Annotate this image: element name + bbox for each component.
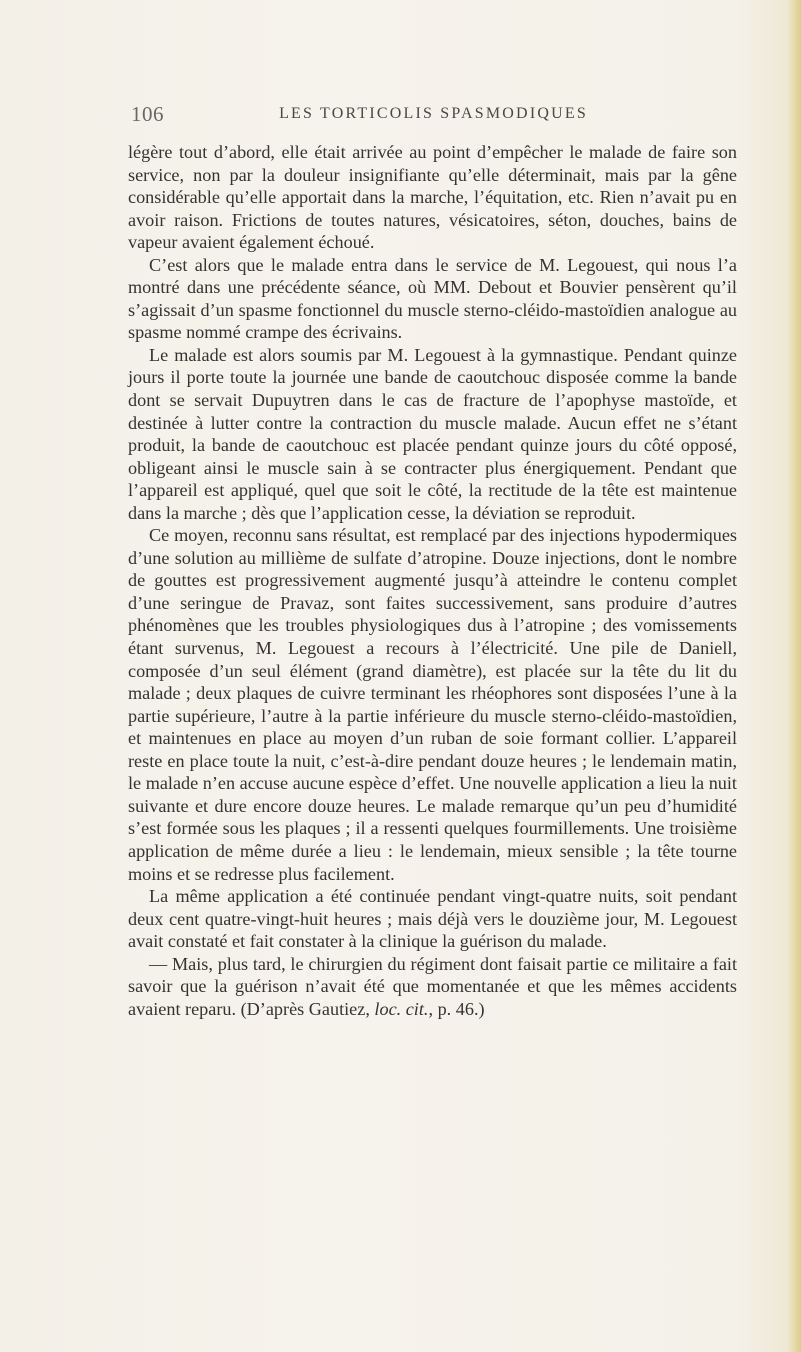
paragraph: Le malade est alors soumis par M. Legouest à la gymnastique. Pendant quinze jours il porte toute la journée une bande de caoutchouc disposée comme la bande dont se servait Dupuytren dans le cas de fracture de l’apophyse mastoïde, et destinée à lutter contre la contraction du muscle malade. Aucun effet ne s’étant produit, la bande de caoutchouc est placée pendant quinze jours du côté opposé, obligeant ainsi le muscle sain à se contracter plus énergiquement. Pendant que l’appareil est appliqué, quel que soit le côté, la rectitude de la tête est maintenue dans la marche ; dès que l’application cesse, la déviation se reproduit.	[128, 344, 737, 523]
running-title: LES TORTICOLIS SPASMODIQUES	[279, 105, 588, 122]
paragraph-final	[128, 953, 737, 1021]
page-edge-shadow	[787, 0, 801, 1352]
body-text	[128, 141, 737, 1020]
citation-italic: loc. cit.	[374, 998, 429, 1019]
paragraph-continuation: légère tout d’abord, elle était arrivée au point d’empêcher le malade de faire son service, non par la douleur insignifiante qu’elle déterminait, mais par la gêne considérable qu’elle apportait dans la marche, l’équitation, etc. Rien n’avait pu en avoir raison. Frictions de toutes natures, vésicatoires, séton, douches, bains de vapeur avaient également échoué.	[128, 142, 737, 253]
final-text: — Mais, plus tard, le chirurgien du régiment dont faisait partie ce militaire a fait savoir que la guérison n’avait été que momentanée et que les mêmes accidents avaient reparu. (D’après Gautiez,	[128, 953, 737, 1019]
page-header	[131, 102, 736, 128]
paragraph: La même application a été continuée pendant vingt-quatre nuits, soit pendant deux cent quatre-vingt-huit heures ; mais déjà vers le douzième jour, M. Legouest avait constaté et fait constater à la clinique la guérison du malade.	[128, 886, 737, 952]
paragraph: C’est alors que le malade entra dans le service de M. Legouest, qui nous l’a montré dans une précédente séance, où MM. Debout et Bouvier pensèrent qu’il s’agissait d’un spasme fonctionnel du muscle sterno-cléido-mastoïdien analogue au spasme nommé crampe des écrivains.	[128, 254, 737, 343]
paragraph: Ce moyen, reconnu sans résultat, est remplacé par des injections hypodermiques d’une solution au millième de sulfate d’atropine. Douze injections, dont le nombre de gouttes est progressivement augmenté jusqu’à atteindre le contenu complet d’une seringue de Pravaz, sont faites successivement, sans produire d’autres phénomènes que les troubles physiologiques dus à l’atropine ; des vomissements étant survenus, M. Legouest a recours à l’électricité. Une pile de Daniell, composée d’un seul élément (grand diamètre), est placée sur la tête du lit du malade ; deux plaques de cuivre terminant les rhéophores sont disposées l’une à la partie supérieure, l’autre à la partie inférieure du muscle sterno-cléido-mastoïdien, et maintenues en place au moyen d’un ruban de soie formant collier. L’appareil reste en place toute la nuit, c’est-à-dire pendant douze heures ; le lendemain matin, le malade n’en accuse aucune espèce d’effet. Une nouvelle application a lieu la nuit suivante et dure encore douze heures. Le malade remarque qu’un peu d’humidité s’est formée sous les plaques ; il a ressenti quelques fourmillements. Une troisième application de même durée a lieu : le lendemain, mieux sensible ; la tête tourne moins et se redresse plus facilement.	[128, 525, 737, 884]
citation-page: , p. 46.)	[428, 998, 485, 1019]
page-number: 106	[131, 102, 164, 126]
